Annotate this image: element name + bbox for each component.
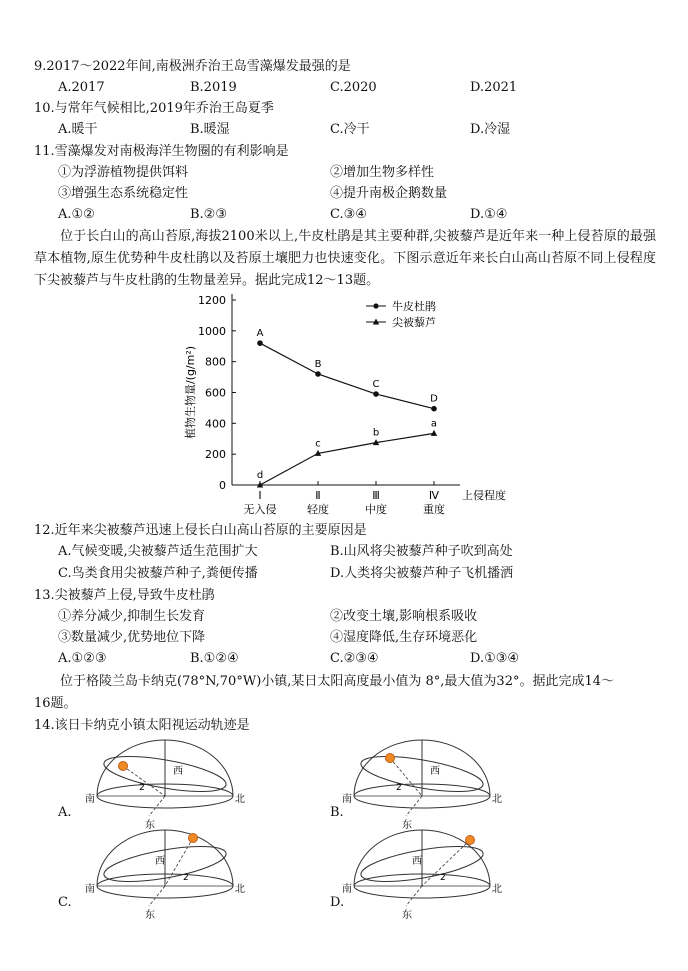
q12-option-b[interactable]: B.山风将尖被藜芦种子吹到高处: [330, 544, 513, 559]
east-label: 东: [145, 820, 155, 831]
q12-option-c[interactable]: C.鸟类食用尖被藜芦种子,粪便传播: [58, 566, 258, 581]
q11-stem: 11.雪藻爆发对南极海洋生物圈的有利影响是: [34, 144, 289, 159]
east-line: [149, 796, 165, 816]
sun-path-diagram-d: [342, 828, 522, 943]
q11-item-3: ③增强生态系统稳定性: [58, 186, 189, 201]
q11-option-a[interactable]: A.①②: [58, 207, 95, 222]
q13-stem: 13.尖被藜芦上侵,导致牛皮杜鹃: [34, 588, 215, 603]
passage-changbai-text: 位于长白山的高山苔原,海拔2100米以上,牛皮杜鹃是其主要种群,尖被藜芦是近年来一种上侵苔原的最强草本植物,原生优势种牛皮杜鹃以及苔原土壤肥力也快速变化。下图示意近年来长白山高山苔原不同上侵程度下尖被藜芦与牛皮杜鹃的生物量差异。据此完成12～13题。: [34, 229, 656, 288]
data-point-0-0: [257, 340, 263, 346]
q10-option-c[interactable]: C.冷干: [330, 122, 370, 137]
north-label: 北: [235, 884, 245, 895]
q14-option-b[interactable]: B.: [330, 805, 344, 820]
data-label-1-3: a: [430, 418, 438, 430]
sun-path-dome-svg: [85, 828, 265, 943]
south-label: 南: [85, 884, 95, 895]
passage-qaanaaq: [34, 671, 656, 693]
q12-option-a[interactable]: A.气候变暖,尖被藜芦适生范围扩大: [58, 544, 258, 559]
sun-ray-line: [390, 758, 422, 796]
legend-label-0: 牛皮杜鹃: [392, 300, 436, 313]
north-label: 北: [492, 794, 502, 805]
x-axis-title: 上侵程度: [462, 489, 506, 502]
q11-item-2: ②增加生物多样性: [330, 165, 435, 180]
q11-item-4: ④提升南极企鹅数量: [330, 186, 448, 201]
data-label-0-2: C: [372, 379, 380, 391]
x-tick-sublabel: 轻度: [307, 503, 329, 516]
y-tick-label: 200: [205, 448, 226, 462]
q13-item-2: ②改变土壤,影响根系吸收: [330, 609, 478, 624]
q11-option-c[interactable]: C.③④: [330, 207, 367, 222]
east-label: 东: [402, 910, 412, 921]
q12-options-row2: [58, 563, 658, 585]
q9-option-c[interactable]: C.2020: [330, 80, 377, 95]
y-axis-title: 植物生物量/(g/m²): [184, 345, 197, 440]
q11-options: [58, 204, 658, 226]
x-tick-label: Ⅱ: [315, 489, 321, 502]
q14-option-d[interactable]: D.: [330, 895, 345, 910]
q14-stem: 14.该日卡纳克小镇太阳视运动轨迹是: [34, 718, 250, 733]
west-label: 西: [430, 766, 440, 777]
q9-option-b[interactable]: B.2019: [190, 80, 237, 95]
q14-option-c[interactable]: C.: [58, 895, 72, 910]
x-tick-sublabel: 中度: [365, 503, 387, 516]
west-label: 西: [155, 856, 165, 867]
q10-stem: 10.与常年气候相比,2019年乔治王岛夏季: [34, 101, 274, 116]
biomass-chart: [160, 288, 540, 518]
sun-path-diagram-c: [85, 828, 265, 943]
series-line-1: [260, 433, 434, 485]
q13-options: [58, 648, 658, 670]
angle-label: 2: [440, 873, 446, 883]
q10-option-b[interactable]: B.暖湿: [190, 122, 230, 137]
data-point-0-3: [431, 406, 437, 412]
data-label-1-1: c: [315, 438, 321, 450]
q11-items-row1: [58, 162, 658, 184]
data-point-1-3: [431, 430, 437, 436]
north-label: 北: [492, 884, 502, 895]
east-line: [149, 886, 165, 906]
q12-stem: 12.近年来尖被藜芦迅速上侵长白山高山苔原的主要原因是: [34, 523, 367, 538]
q13-item-1: ①养分减少,抑制生长发育: [58, 609, 206, 624]
q12-options-row1: [58, 541, 658, 563]
east-label: 东: [145, 910, 155, 921]
q10-option-d[interactable]: D.冷湿: [470, 122, 511, 137]
sun-icon: [119, 762, 128, 771]
y-tick-label: 1200: [198, 294, 226, 307]
legend-label-1: 尖被藜芦: [392, 316, 436, 329]
q10-options: [58, 119, 658, 141]
q11-option-b[interactable]: B.②③: [190, 207, 227, 222]
data-point-0-2: [373, 391, 379, 397]
data-label-0-3: D: [430, 393, 438, 405]
q11-option-d[interactable]: D.①④: [470, 207, 508, 222]
q13-items-row2: [58, 627, 658, 649]
west-label: 西: [173, 766, 183, 777]
q9-stem: 9.2017～2022年间,南极洲乔治王岛雪藻爆发最强的是: [34, 59, 351, 74]
passage-qaanaaq-line1: 位于格陵兰岛卡纳克(78°N,70°W)小镇,某日太阳高度最小值为 8°,最大值为32°。据此完成14～: [60, 674, 615, 689]
data-label-0-0: A: [256, 328, 264, 340]
y-tick-label: 1000: [198, 324, 226, 338]
data-label-1-2: b: [372, 427, 380, 439]
q9-option-a[interactable]: A.2017: [58, 80, 105, 95]
q13-option-a[interactable]: A.①②③: [58, 651, 107, 666]
x-tick-sublabel: 无入侵: [243, 503, 277, 516]
north-label: 北: [235, 794, 245, 805]
y-tick-label: 400: [205, 417, 226, 431]
x-tick-label: Ⅲ: [372, 489, 380, 502]
west-label: 西: [412, 856, 422, 867]
east-line: [406, 886, 422, 906]
sun-path-dome-svg: [342, 828, 522, 943]
biomass-chart-svg: [160, 288, 540, 518]
q9-option-d[interactable]: D.2021: [470, 80, 518, 95]
sun-icon: [189, 834, 198, 843]
y-tick-label: 600: [205, 386, 226, 400]
data-point-0-1: [315, 371, 321, 377]
q13-item-3: ③数量减少,优势地位下降: [58, 630, 206, 645]
east-line: [406, 796, 422, 816]
y-tick-label: 800: [205, 355, 226, 369]
x-tick-label: Ⅰ: [258, 489, 262, 502]
sun-ray-line: [165, 838, 193, 886]
data-label-1-0: d: [256, 470, 264, 481]
q13-items-row1: [58, 606, 658, 628]
q9-options: [58, 77, 658, 99]
q13-option-d[interactable]: D.①③④: [470, 651, 520, 666]
q10-option-a[interactable]: A.暖干: [58, 122, 98, 137]
south-label: 南: [342, 884, 352, 895]
q11-item-1: ①为浮游植物提供饵料: [58, 165, 189, 180]
sun-icon: [386, 754, 395, 763]
east-label: 东: [402, 820, 412, 831]
q13-option-b[interactable]: B.①②④: [190, 651, 239, 666]
series-line-0: [260, 343, 434, 409]
q12-option-d[interactable]: D.人类将尖被藜芦种子飞机播洒: [330, 566, 514, 581]
angle-label: 2: [183, 873, 189, 883]
q11-items-row2: [58, 183, 658, 205]
south-label: 南: [85, 794, 95, 805]
passage-changbai: [34, 226, 656, 292]
legend-marker-0: [373, 303, 378, 308]
x-tick-sublabel: 重度: [423, 503, 445, 516]
data-label-0-1: B: [314, 359, 322, 370]
angle-label: 2: [139, 783, 145, 793]
south-label: 南: [342, 794, 352, 805]
sun-icon: [466, 836, 475, 845]
angle-label: 2: [396, 783, 402, 793]
passage-qaanaaq-line2: 16题。: [34, 696, 77, 711]
q13-option-c[interactable]: C.②③④: [330, 651, 379, 666]
y-tick-label: 0: [219, 479, 226, 492]
x-tick-label: Ⅳ: [428, 489, 440, 502]
q14-option-a[interactable]: A.: [58, 805, 72, 820]
q13-item-4: ④湿度降低,生存环境恶化: [330, 630, 478, 645]
